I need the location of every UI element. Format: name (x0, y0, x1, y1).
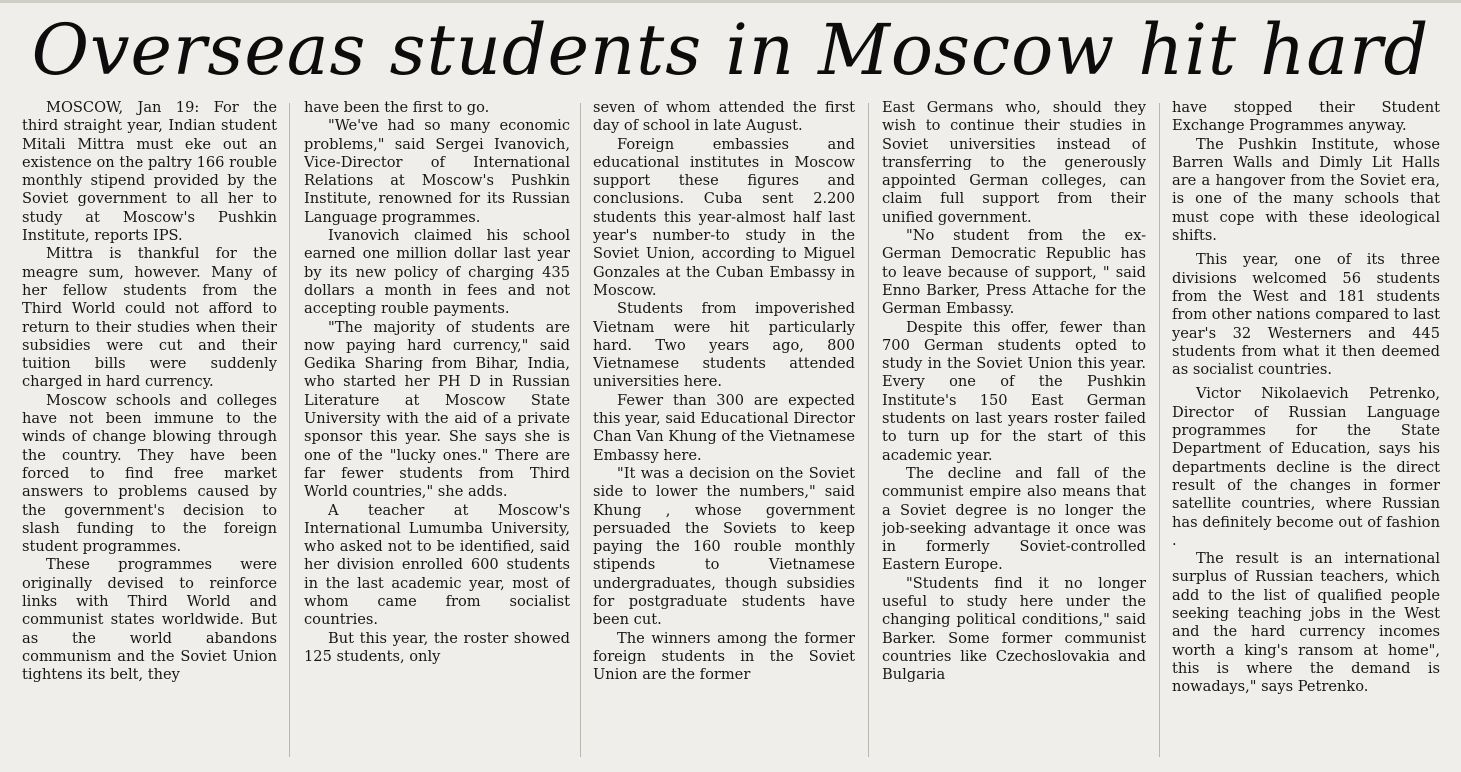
body-paragraph: "Students find it no longer useful to study here under the changing political conditions," said Barker. Some former communist countries like Czechoslovakia and Bulgaria (882, 574, 1146, 684)
article-column-1 (22, 99, 277, 765)
body-paragraph: Mittra is thankful for the meagre sum, however. Many of her fellow students from the Third World could not afford to return to their studies when their subsidies were cut and their tuition bills were suddenly charged in hard currency. (22, 245, 277, 391)
body-paragraph: A teacher at Moscow's International Lumumba University, who asked not to be identified, said her division enrolled 600 students in the last academic year, most of whom came from socialist countries. (304, 501, 570, 629)
body-paragraph: Despite this offer, fewer than 700 German students opted to study in the Soviet Union this year. Every one of the Pushkin Institute's 150 East German students on last years roster failed to turn up for the start of this academic year. (882, 318, 1146, 464)
body-paragraph: These programmes were originally devised to reinforce links with Third World and communist states worldwide. But as the world abandons communism and the Soviet Union tightens its belt, they (22, 556, 277, 684)
column-divider (1159, 103, 1160, 757)
body-paragraph: Moscow schools and colleges have not been immune to the winds of change blowing through the country. They have been forced to find free market answers to problems caused by the government's decision to slash funding to the foreign student programmes. (22, 391, 277, 556)
column-divider (289, 103, 290, 757)
column-divider (868, 103, 869, 757)
body-paragraph: MOSCOW, Jan 19: For the third straight year, Indian student Mitali Mittra must eke out an existence on the paltry 166 rouble monthly stipend provided by the Soviet government to all her to study at Moscow's Pushkin Institute, reports IPS. (22, 99, 277, 245)
body-paragraph: Ivanovich claimed his school earned one million dollar last year by its new policy of charging 435 dollars a month in fees and not accepting rouble payments. (304, 227, 570, 318)
body-paragraph: This year, one of its three divisions welcomed 56 students from the West and 181 students from other nations compared to last year's 32 Westerners and 445 students from what it then deemed as socialist countries. (1172, 251, 1440, 379)
body-paragraph: East Germans who, should they wish to continue their studies in Soviet universities instead of transferring to the generously appointed German colleges, can claim full support from their unified government. (882, 99, 1146, 226)
body-paragraph: have been the first to go. (304, 99, 490, 116)
body-paragraph: The Pushkin Institute, whose Barren Walls and Dimly Lit Halls are a hangover from the Soviet era, is one of the many schools that must cope with these ideological shifts. (1172, 135, 1440, 245)
body-paragraph: seven of whom attended the first day of school in late August. (593, 99, 855, 135)
column-divider (580, 103, 581, 757)
body-paragraph: Students from impoverished Vietnam were hit particularly hard. Two years ago, 800 Vietnamese students attended universities here. (593, 300, 855, 391)
article-column-4 (882, 99, 1146, 765)
body-paragraph: "We've had so many economic problems," said Sergei Ivanovich, Vice-Director of International Relations at Moscow's Pushkin Institute, renowned for its Russian Language programmes. (304, 117, 570, 226)
article-column-2 (304, 99, 570, 765)
body-paragraph: The result is an international surplus of Russian teachers, which add to the list of qualified people seeking teaching jobs in the West and the hard currency incomes worth a king's ransom at home", this is where the demand is nowadays," says Petrenko. (1172, 550, 1440, 696)
body-paragraph: have stopped their Student Exchange Programmes anyway. (1172, 99, 1440, 135)
article-column-5 (1172, 99, 1440, 765)
body-paragraph: Foreign embassies and educational institutes in Moscow support these figures and conclusions. Cuba sent 2.200 students this year-almost half last year's number-to study in the Soviet Union, according to Miguel Gonzales at the Cuban Embassy in Moscow. (593, 135, 855, 299)
body-paragraph: "The majority of students are now paying hard currency," said Gedika Sharing from Bihar, India, who started her PH D in Russian Literature at Moscow State University with the aid of a private sponsor this year. She says she is one of the "lucky ones." There are far fewer students from Third World countries," she adds. (304, 318, 570, 501)
body-paragraph: Victor Nikolaevich Petrenko, Director of Russian Language programmes for the State Department of Education, says his departments decline is the direct result of the changes in former satellite countries, where Russian has definitely become out of fashion . (1172, 385, 1440, 549)
body-paragraph: The decline and fall of the communist empire also means that a Soviet degree is no longer the job-seeking advantage it once was in formerly Soviet-controlled Eastern Europe. (882, 464, 1146, 574)
body-paragraph: Fewer than 300 are expected this year, said Educational Director Chan Van Khung of the Vietnamese Embassy here. (593, 391, 855, 464)
headline: Overseas students in Moscow hit hard (31, 9, 1430, 91)
body-paragraph: The winners among the former foreign students in the Soviet Union are the former (593, 629, 855, 684)
body-paragraph: "It was a decision on the Soviet side to lower the numbers," said Khung , whose government persuaded the Soviets to keep paying the 160 rouble monthly stipends to Vietnamese undergraduates, though subsidies for postgraduate students have been cut. (593, 464, 855, 629)
article-column-3 (593, 99, 855, 765)
body-paragraph: "No student from the ex-German Democratic Republic has to leave because of support, " said Enno Barker, Press Attache for the German Embassy. (882, 227, 1146, 318)
body-paragraph: But this year, the roster showed 125 students, only (304, 629, 570, 665)
